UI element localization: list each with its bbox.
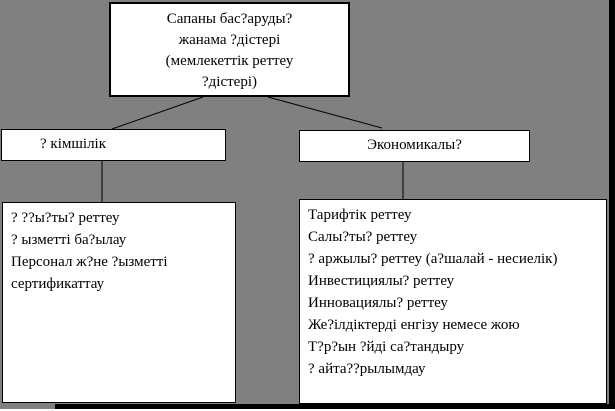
economic-header-label: Экономикалы?	[367, 137, 462, 153]
administrative-list-box	[2, 202, 236, 403]
title-box	[109, 2, 350, 97]
list-item: Же?ілдіктерді енгізу немесе жою	[308, 317, 520, 333]
administrative-header-label: ? кімшілік	[40, 136, 107, 152]
title-line: ?дістері)	[202, 74, 257, 90]
list-item: Инвестициялы? реттеу	[308, 273, 455, 289]
title-line: (мемлекеттік реттеу	[165, 53, 294, 69]
list-item: Салы?ты? реттеу	[308, 229, 418, 245]
list-item: Т?р?ын ?йді са?тандыру	[308, 339, 465, 355]
economic-header-box	[299, 130, 530, 162]
economic-list-box	[299, 199, 607, 404]
connector-top-to-economic	[268, 97, 382, 128]
connector-top-to-administrative	[112, 97, 203, 129]
canvas-right-frame	[609, 0, 615, 409]
canvas-bottom-frame	[55, 404, 615, 409]
list-item: ? аржылы? реттеу (а?шалай - несиелік)	[308, 251, 558, 267]
administrative-header-box	[1, 129, 226, 161]
title-line: жанама ?дістері	[178, 32, 281, 48]
title-line: Сапаны бас?аруды?	[166, 11, 293, 27]
list-item: ? ??ы?ты? реттеу	[11, 210, 120, 226]
list-item: ? айта??рылымдау	[308, 361, 426, 377]
list-item: Тарифтік реттеу	[308, 207, 412, 223]
list-item: Персонал ж?не ?ызметті сертификаттау	[11, 254, 168, 292]
list-item: Инновациялы? реттеу	[308, 295, 448, 311]
list-item: ? ызметті ба?ылау	[11, 232, 127, 248]
